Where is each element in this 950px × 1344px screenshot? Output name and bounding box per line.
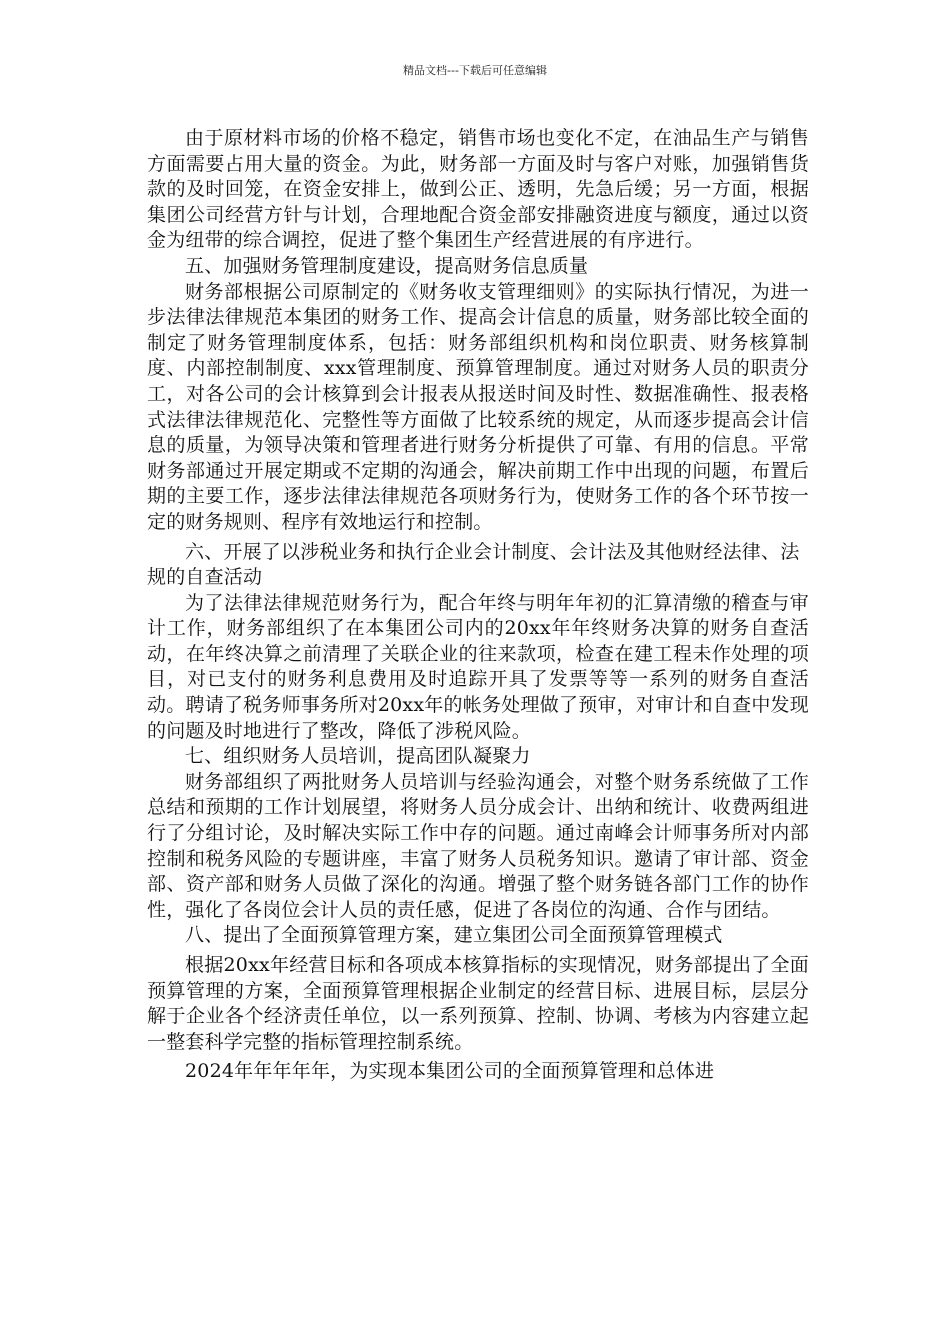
paragraph-training: 财务部组织了两批财务人员培训与经验沟通会，对整个财务系统做了工作总结和预期的工作计划展望，将财务人员分成会计、出纳和统计、收费两组进行了分组讨论，及时解决实际工作中存的问题。通过南峰会计师事务所对内部控制和税务风险的专题讲座，丰富了财务人员税务知识。邀请了审计部、资金部、资产部和财务人员做了深化的沟通。增强了整个财务链各部门工作的协作性，强化了各岗位会计人员的责任感，促进了各岗位的沟通、合作与团结。 [147,770,809,921]
document-body [147,126,809,1085]
paragraph-management-system: 财务部根据公司原制定的《财务收支管理细则》的实际执行情况，为进一步法律法律规范本集团的财务工作、提高会计信息的质量，财务部比较全面的制定了财务管理制度体系，包括：财务部组织机构和岗位职责、财务核算制度、内部控制制度、xxx管理制度、预算管理制度。通过对财务人员的职责分工，对各公司的会计核算到会计报表从报送时间及时性、数据准确性、报表格式法律法律规范化、完整性等方面做了比较系统的规定，从而逐步提高会计信息的质量，为领导决策和管理者进行财务分析提供了可靠、有用的信息。平常财务部通过开展定期或不定期的沟通会，解决前期工作中出现的问题，布置后期的主要工作，逐步法律法律规范各项财务行为，使财务工作的各个环节按一定的财务规则、程序有效地运行和控制。 [147,280,809,533]
page-header: 精品文档---下载后可任意编辑 [403,64,547,77]
section-heading-6: 六、开展了以涉税业务和执行企业会计制度、会计法及其他财经法律、法规的自查活动 [147,540,800,589]
paragraph-budget: 根据20xx年经营目标和各项成本核算指标的实现情况，财务部提出了全面预算管理的方案，全面预算管理根据企业制定的经营目标、进展目标，层层分解于企业各个经济责任单位，以一系列预算、控制、协调、考核为内容建立起一整套科学完整的指标管理控制系统。 [147,954,809,1053]
paragraph-2024: 2024年年年年年，为实现本集团公司的全面预算管理和总体进 [185,1060,715,1083]
paragraph-self-inspection: 为了法律法律规范财务行为，配合年终与明年年初的汇算清缴的稽查与审计工作，财务部组织了在本集团公司内的20xx年年终财务决算的财务自查活动，在年终决算之前清理了关联企业的往来款项，检查在建工程未作处理的项目，对已支付的财务利息费用及时追踪开具了发票等等一系列的财务自查活动。聘请了税务师事务所对20xx年的帐务处理做了预审，对审计和自查中发现的问题及时地进行了整改，降低了涉税风险。 [147,591,809,742]
section-heading-8: 八、提出了全面预算管理方案，建立集团公司全面预算管理模式 [185,924,723,947]
section-heading-7: 七、组织财务人员培训，提高团队凝聚力 [185,745,531,768]
paragraph-funding: 由于原材料市场的价格不稳定，销售市场也变化不定，在油品生产与销售方面需要占用大量的资金。为此，财务部一方面及时与客户对账，加强销售货款的及时回笼，在资金安排上，做到公正、透明，先急后缓；另一方面，根据集团公司经营方针与计划，合理地配合资金部安排融资进度与额度，通过以资金为纽带的综合调控，促进了整个集团生产经营进展的有序进行。 [147,127,809,252]
section-heading-5: 五、加强财务管理制度建设，提高财务信息质量 [185,254,589,277]
